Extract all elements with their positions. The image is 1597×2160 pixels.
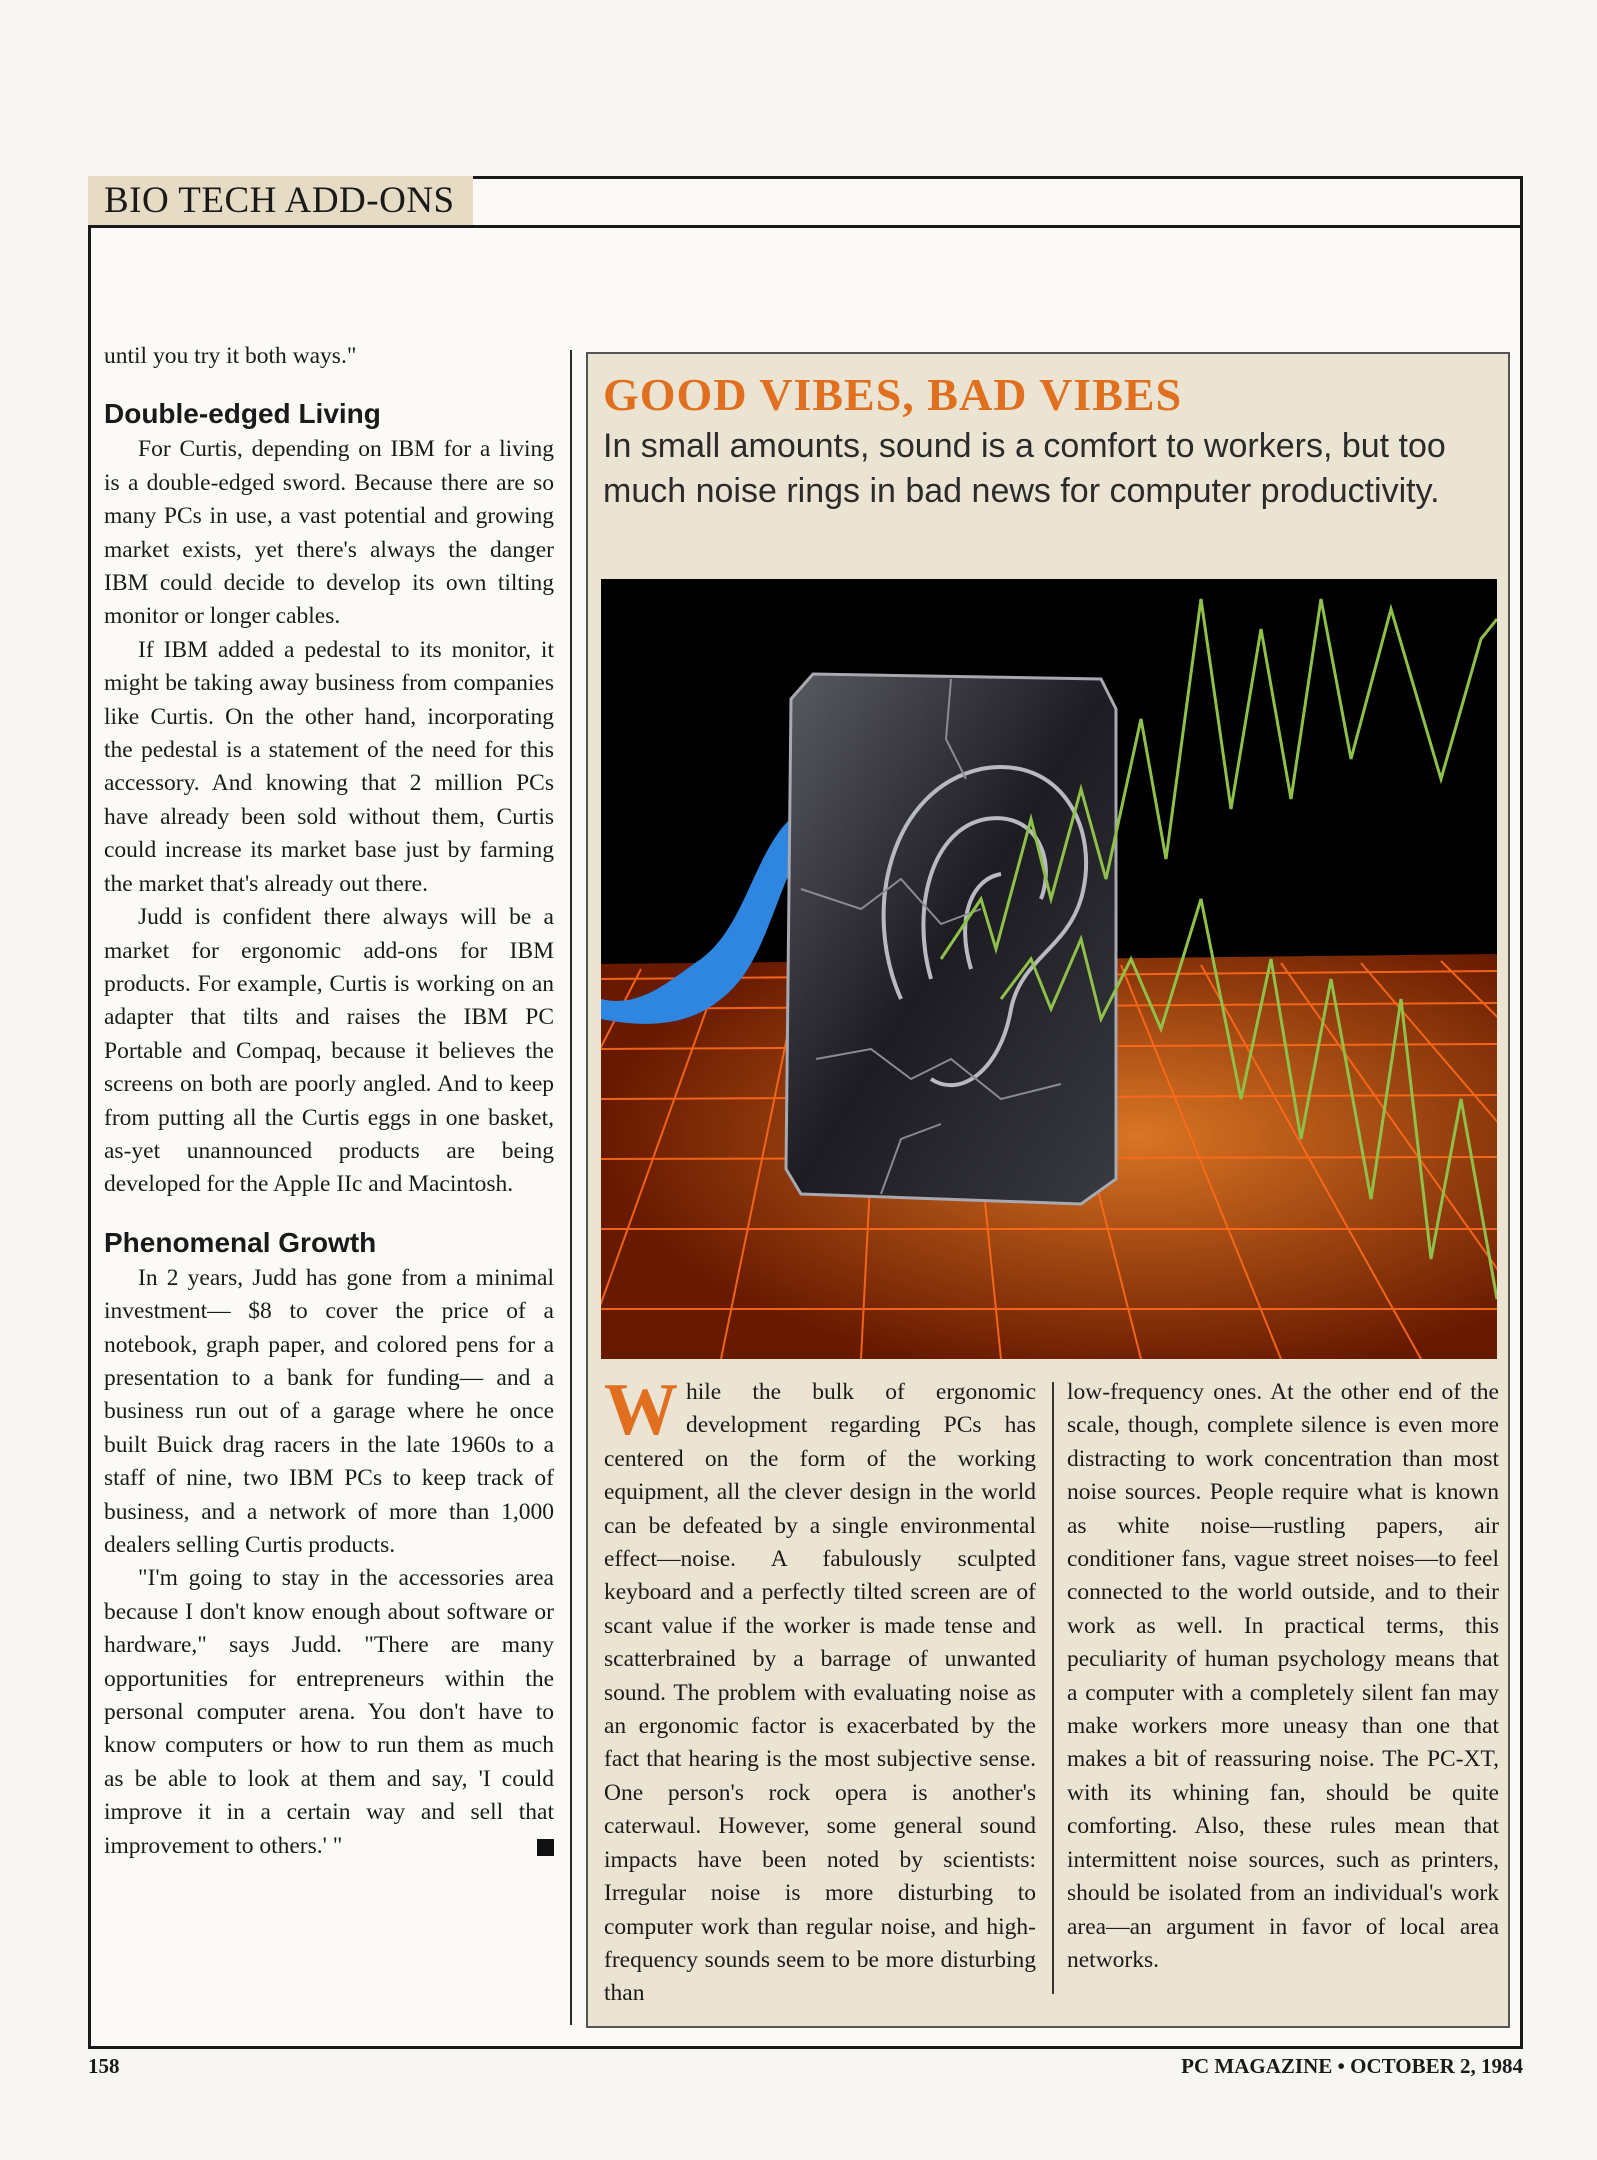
section-header [88,176,1523,228]
body-paragraph-last [104,1562,554,1863]
sidebar-title: GOOD VIBES, BAD VIBES [603,369,1183,420]
column-divider [570,350,572,2025]
sidebar-column-1 [604,1369,1036,2011]
intro-paragraph: until you try it both ways." [104,343,357,369]
illustration-ear-noise [601,579,1497,1359]
subhead-phenomenal-growth: Phenomenal Growth [104,1226,377,1258]
sidebar-paragraph-2: low-frequency ones. At the other end of the scale, though, complete silence is even more distracting to work concentration than most noise sources. People require what is known as white noise—rustling papers, air conditioner fans, vague street noises—to feel connected to the world outside, and to their work as well. In practical terms, this peculiarity of human psychology means that a computer with a completely silent fan may make workers more uneasy than one that makes a bit of reassuring noise. The PC-XT, with its whining fan, should be quite comforting. Also, these rules mean that intermittent noise sources, such as printers, should be isolated from an individual's work area—an argument in favor of local area networks. [1067,1379,1499,1973]
sidebar-text-1: hile the bulk of ergonomic development regarding PCs has centered on the form of the working equipment, all the clever design in the world can be defeated by a single environmental effect—noise. A fabulously sculpted keyboard and a perfectly tilted screen are of scant value if the worker is made tense and scatterbrained by a barrage of unwanted sound. The problem with evaluating noise as an ergonomic factor is exacerbated by the fact that hearing is the most subjective sense. One person's rock opera is another's caterwaul. However, some general sound impacts have been noted by scientists: Irregular noise is more disturbing to computer work than regular noise, and high-frequency sounds seem to be more disturbing than [604,1379,1036,2007]
body-paragraph: If IBM added a pedestal to its monitor, it might be taking away business from companies like Curtis. On the other hand, incorporating the pedestal is a statement of the need for this accessory. And knowing that 2 million PCs have already been sold without them, Curtis could increase its market base just by farming the market that's already out there. [104,636,554,897]
sidebar-box [586,352,1510,2028]
subhead-double-edged: Double-edged Living [104,398,381,430]
sidebar-column-2 [1067,1376,1499,1977]
sidebar-deck: In small amounts, sound is a comfort to workers, but too much noise rings in bad news for computer productivity. [603,427,1446,510]
body-paragraph: Judd is confident there always will be a market for ergonomic add-ons for IBM products. For example, Curtis is working on an adapter that tilts and raises the IBM PC Portable and Compaq, because it believes the screens on both are poorly angled. And to keep from putting all the Curtis eggs in one basket, as-yet unannounced products are being developed for the Apple IIc and Macintosh. [104,904,554,1198]
body-paragraph: For Curtis, depending on IBM for a living is a double-edged sword. Because there are so many PCs in use, a vast potential and growing market exists, yet there's always the danger IBM could decide to develop its own tilting monitor or longer cables. [104,436,554,630]
magazine-footer: PC MAGAZINE • OCTOBER 2, 1984 [1181,2054,1523,2078]
sidebar-column-divider [1052,1382,1054,1994]
drop-cap: W [604,1369,678,1451]
cracked-cube [786,674,1116,1204]
end-of-article-mark [537,1839,554,1856]
left-column [104,340,554,1863]
page-number: 158 [88,2054,120,2078]
quote-text: "I'm going to stay in the accessories area because I don't know enough about software or hardware," says Judd. "There are many opportunities for entrepreneurs within the personal computer arena. You don't have to know computers or how to run them as much as be able to look at them and say, 'I could improve it in a certain way and sell that improvement to others.' " [104,1565,554,1859]
section-label: BIO TECH ADD-ONS [88,176,473,225]
body-paragraph: In 2 years, Judd has gone from a minimal investment— $8 to cover the price of a notebook, graph paper, and colored pens for a presentation to a bank for funding— and a business run out of a garage where he once built Buick drag racers in the late 1960s to a staff of nine, two IBM PCs to keep track of business, and a network of more than 1,000 dealers selling Curtis products. [104,1264,554,1558]
illustration-svg [601,579,1497,1359]
sidebar-paragraph-1 [604,1369,1036,2011]
